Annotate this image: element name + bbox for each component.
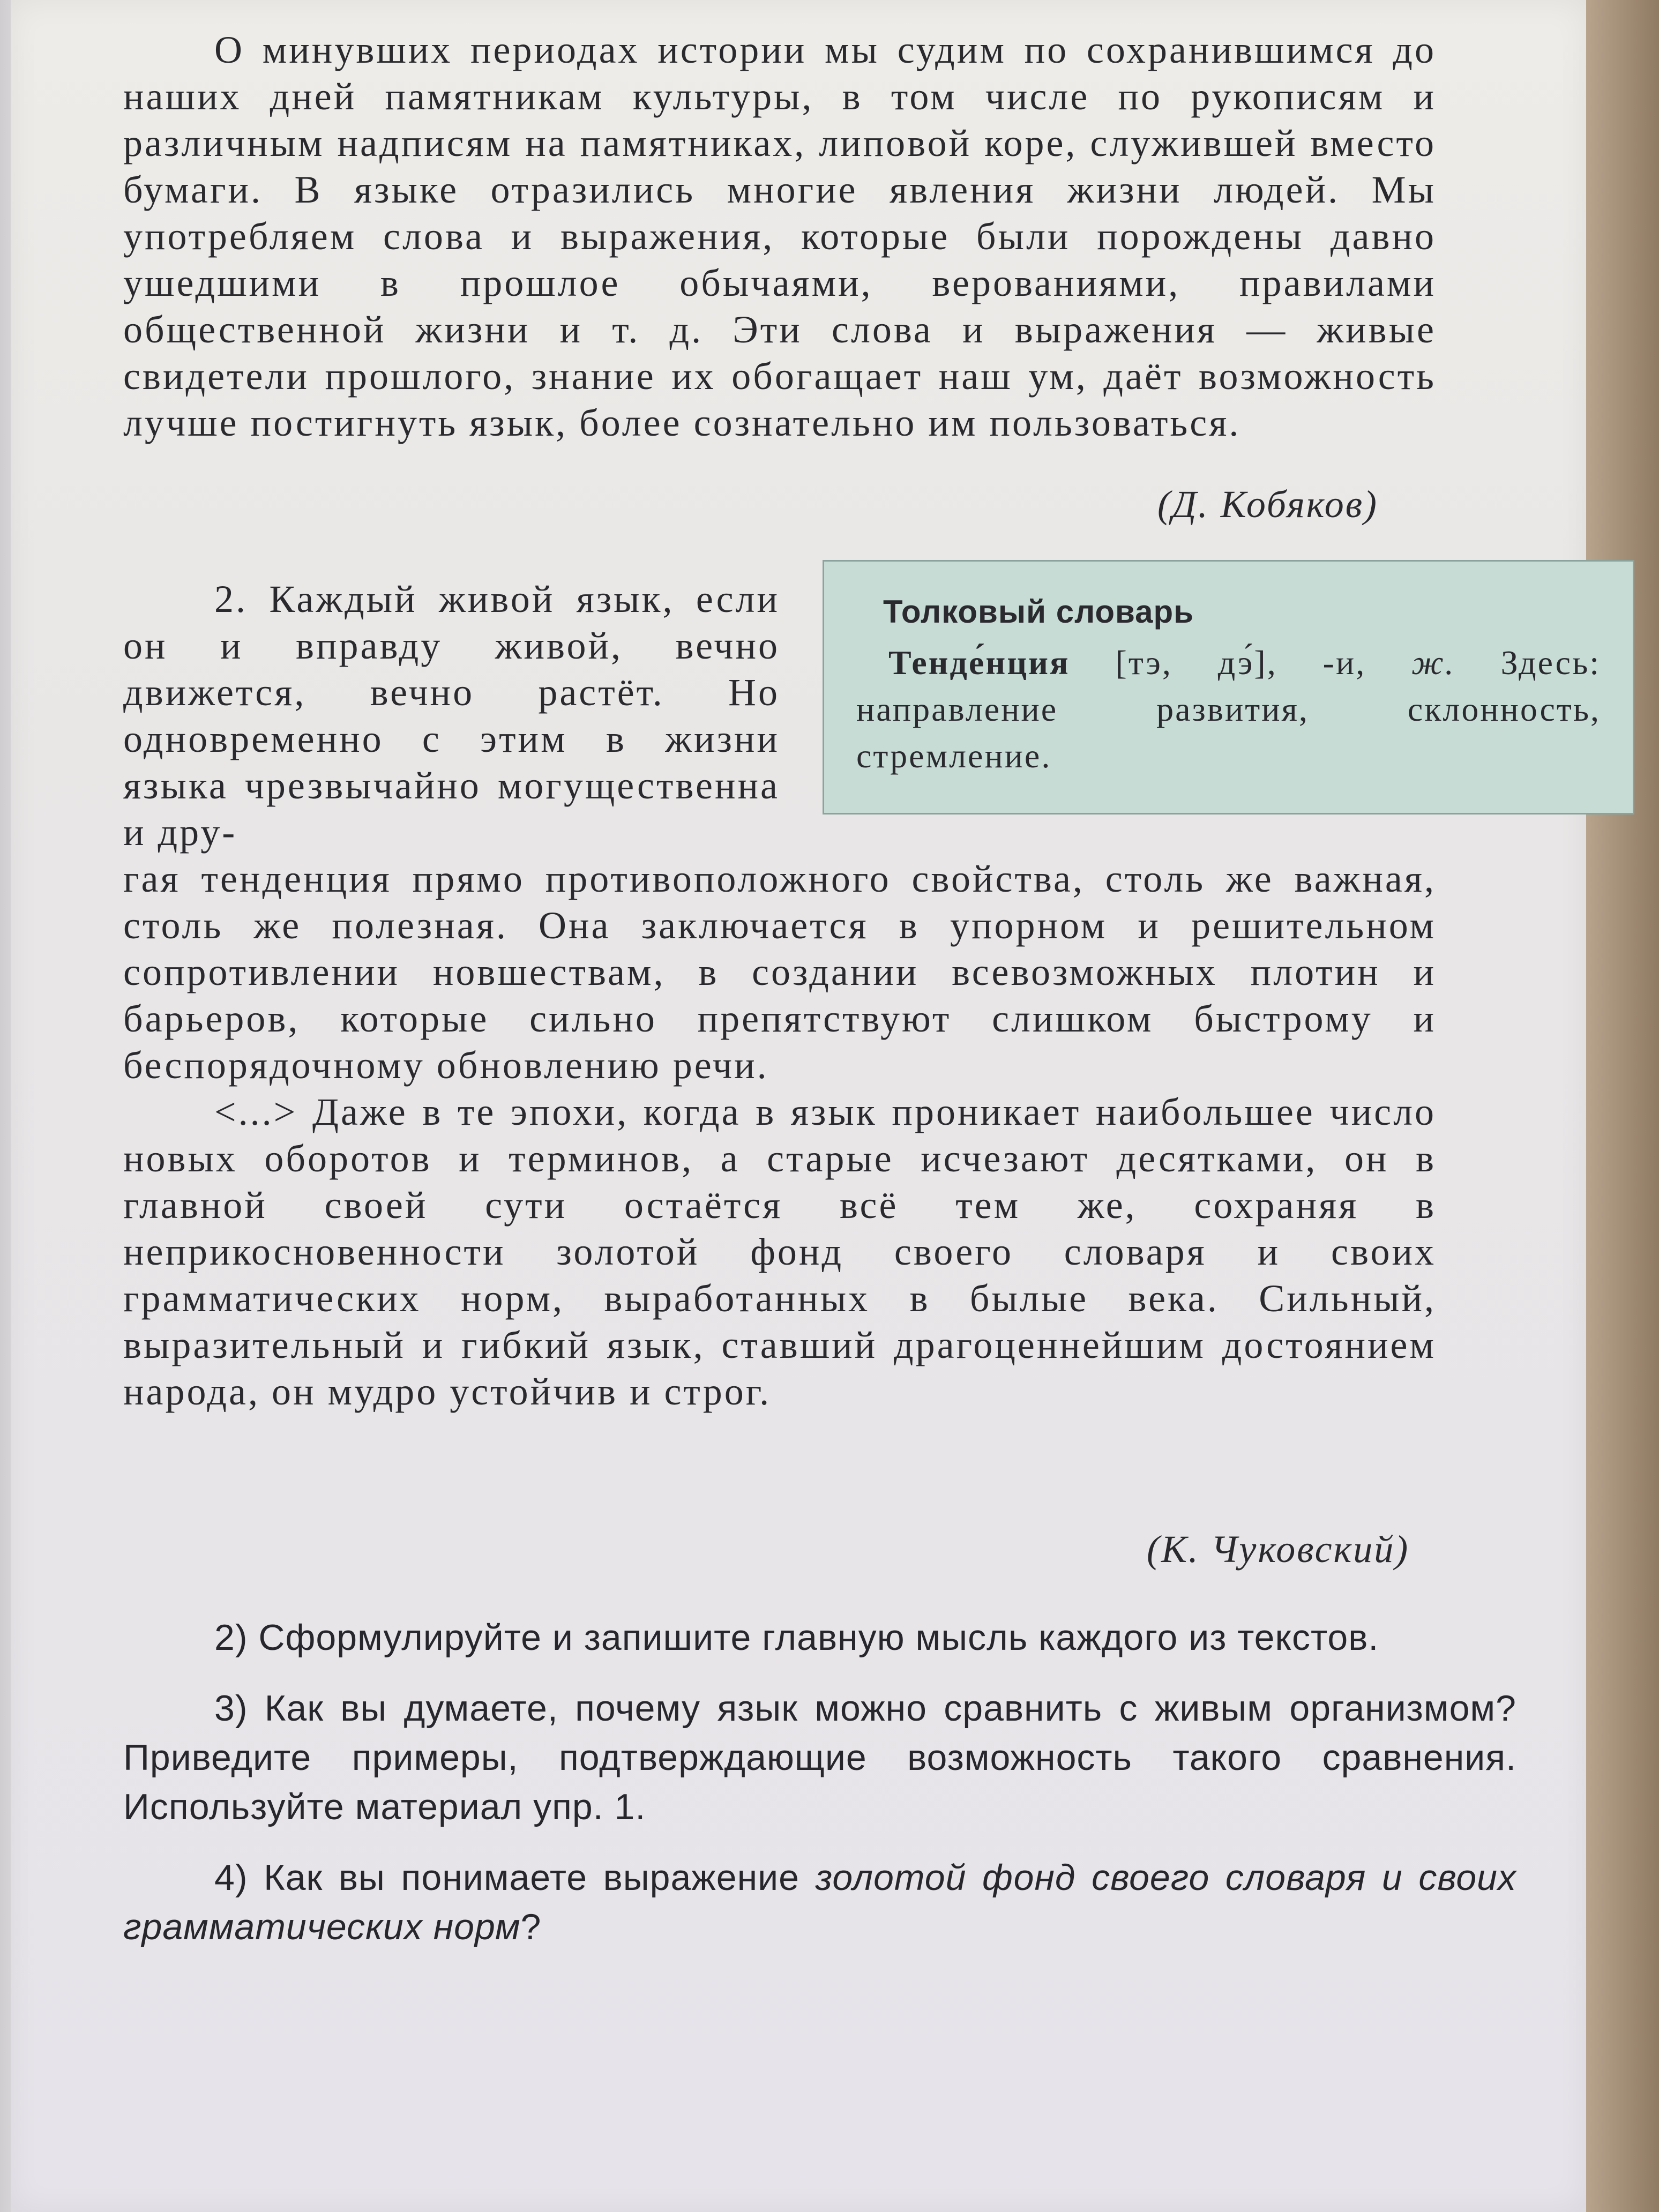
text-block-2-start [123,576,780,856]
dictionary-grammar: ж. [1411,644,1455,682]
task-4-italic: золотой фонд своего словаря и своих грамматических норм [123,1857,1516,1947]
task-4-text: 4) Как вы понимаете выражение [214,1857,816,1898]
paragraph-chukovsky-start: 2. Каждый живой язык, если он и вправду живой, вечно движется, вечно растёт. Но одновременно с этим в жизни языка чрезвычайно могущественна и дру- [123,578,780,854]
book-edge-background [1584,0,1659,2212]
dictionary-title: Толковый словарь [883,594,1194,630]
author-chukovsky: (К. Чуковский) [1147,1528,1410,1571]
tasks-list [123,1613,1516,1973]
task-2: 2) Сформулируйте и запишите главную мысль каждого из текстов. [214,1617,1379,1658]
author-kobyakov: (Д. Кобяков) [1157,483,1378,526]
task-4 [123,1853,1516,1952]
dictionary-definition: Здесь: направление развития, склонность, стремление. [856,644,1601,775]
text-block-2 [123,856,1436,1415]
dictionary-pronunciation: [тэ, дэ́], -и, [1115,644,1366,682]
dictionary-term: Тенде́нция [888,644,1070,682]
paragraph-chukovsky-cont: гая тенденция прямо противоположного свойства, столь же важная, столь же полезная. Она заключается в упорном и решительном сопротивлении новшествам, в создании всевозможных плотин и барьеров, которые сильно препятствуют слишком быстрому и беспорядочному обновлению речи. [123,857,1436,1087]
task-4-end: ? [520,1907,542,1947]
dictionary-entry [856,639,1601,779]
task-3: 3) Как вы думаете, почему язык можно сравнить с живым организмом? Приведите примеры, подтверждающие возможность такого сравнения. Используйте материал упр. 1. [123,1688,1516,1827]
dictionary-box [823,560,1634,814]
text-block-1 [123,27,1436,446]
paragraph-kobyakov: О минувших периодах истории мы судим по сохранившимся до наших дней памятникам культуры, в том числе по рукописям и различным надписям на памятниках, липовой коре, служившей вместо бумаги. В языке отразились многие явления жизни людей. Мы употребляем слова и выражения, которые были порождены давно ушедшими в прошлое обычаями, верованиями, правилами общественной жизни и т. д. Эти слова и выражения — живые свидетели прошлого, знание их обогащает наш ум, даёт возможность лучше постигнуть язык, более сознательно им пользоваться. [123,28,1436,444]
paragraph-chukovsky-2: <...> Даже в те эпохи, когда в язык проникает наибольшее число новых оборотов и терминов, а старые исчезают десятками, он в главной своей сути остаётся всё тем же, сохраняя в неприкосновенности золотой фонд своего словаря и своих грамматических норм, выработанных в былые века. Сильный, выразительный и гибкий язык, ставший драгоценнейшим достоянием народа, он мудро устойчив и строг. [123,1090,1436,1413]
